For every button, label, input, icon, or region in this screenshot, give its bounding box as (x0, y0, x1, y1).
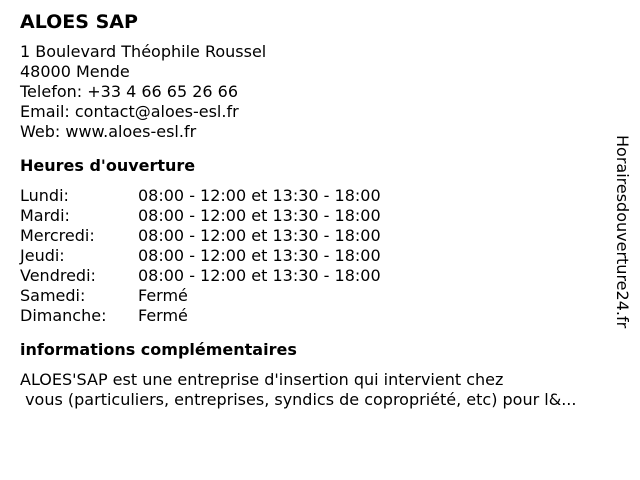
business-name: ALOES SAP (20, 11, 138, 33)
web-line: Web: www.aloes-esl.fr (20, 122, 197, 141)
hours-value: 08:00 - 12:00 et 13:30 - 18:00 (138, 186, 381, 205)
phone-line: Telefon: +33 4 66 65 26 66 (20, 82, 239, 101)
hours-row-tuesday (20, 206, 620, 226)
hours-row-saturday (20, 286, 620, 306)
site-watermark: Horairesdouverture24.fr (613, 135, 632, 329)
street-address: 1 Boulevard Théophile Roussel (20, 42, 267, 61)
business-card (20, 10, 620, 410)
day-label: Samedi: (20, 286, 86, 305)
hours-table (20, 186, 620, 326)
hours-row-friday (20, 266, 620, 286)
day-label: Lundi: (20, 186, 69, 205)
day-label: Mercredi: (20, 226, 95, 245)
hours-row-thursday (20, 246, 620, 266)
info-text-line-2: vous (particuliers, entreprises, syndics de copropriété, etc) pour l&... (20, 390, 577, 409)
hours-value: Fermé (138, 306, 188, 325)
day-label: Jeudi: (20, 246, 65, 265)
hours-value: 08:00 - 12:00 et 13:30 - 18:00 (138, 246, 381, 265)
hours-title: Heures d'ouverture (20, 156, 196, 175)
day-label: Mardi: (20, 206, 70, 225)
email-line: Email: contact@aloes-esl.fr (20, 102, 239, 121)
hours-row-sunday (20, 306, 620, 326)
hours-value: Fermé (138, 286, 188, 305)
hours-row-wednesday (20, 226, 620, 246)
hours-value: 08:00 - 12:00 et 13:30 - 18:00 (138, 226, 381, 245)
info-text-line-1: ALOES'SAP est une entreprise d'insertion qui intervient chez (20, 370, 504, 389)
day-label: Vendredi: (20, 266, 96, 285)
city-postal: 48000 Mende (20, 62, 130, 81)
hours-row-monday (20, 186, 620, 206)
info-title: informations complémentaires (20, 340, 297, 359)
hours-value: 08:00 - 12:00 et 13:30 - 18:00 (138, 206, 381, 225)
day-label: Dimanche: (20, 306, 107, 325)
hours-value: 08:00 - 12:00 et 13:30 - 18:00 (138, 266, 381, 285)
